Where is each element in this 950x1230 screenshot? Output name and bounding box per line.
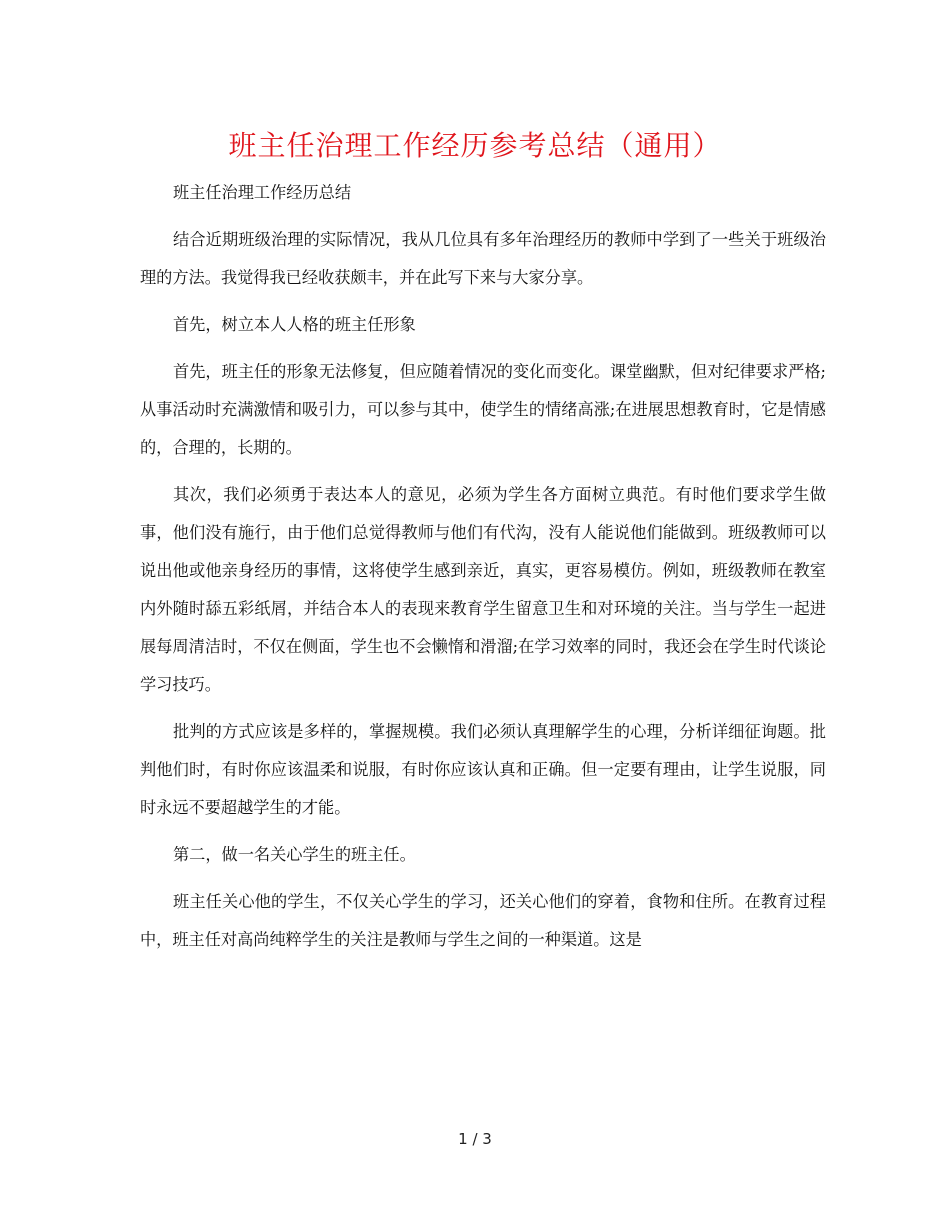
document-body — [140, 174, 826, 968]
paragraph: 首先，树立本人人格的班主任形象 — [173, 315, 416, 334]
paragraph: 其次，我们必须勇于表达本人的意见，必须为学生各方面树立典范。有时他们要求学生做事，他们没有施行，由于他们总觉得教师与他们有代沟，没有人能说他们能做到。班级教师可以说出他或他亲身经历的事情，这将使学生感到亲近，真实，更容易模仿。例如，班级教师在教室内外随时舔五彩纸屑，并结合本人的表现来教育学生留意卫生和对环境的关注。当与学生一起进展每周清洁时，不仅在侧面，学生也不会懒惰和滑溜;在学习效率的同时，我还会在学生时代谈论学习技巧。 — [140, 485, 826, 694]
paragraph: 第二，做一名关心学生的班主任。 — [173, 845, 416, 864]
document-title: 班主任治理工作经历参考总结（通用） — [228, 129, 722, 162]
paragraph: 批判的方式应该是多样的，掌握规模。我们必须认真理解学生的心理，分析详细征询题。批判他们时，有时你应该温柔和说服，有时你应该认真和正确。但一定要有理由，让学生说服，同时永远不要超越学生的才能。 — [140, 722, 826, 817]
paragraph: 首先，班主任的形象无法修复，但应随着情况的变化而变化。课堂幽默，但对纪律要求严格;从事活动时充满激情和吸引力，可以参与其中，使学生的情绪高涨;在进展思想教育时，它是情感的，合理的，长期的。 — [140, 362, 826, 457]
paragraph: 班主任治理工作经历总结 — [173, 183, 352, 202]
paragraph: 班主任关心他的学生，不仅关心学生的学习，还关心他们的穿着，食物和住所。在教育过程中，班主任对高尚纯粹学生的关注是教师与学生之间的一种渠道。这是 — [140, 892, 826, 949]
paragraph: 结合近期班级治理的实际情况，我从几位具有多年治理经历的教师中学到了一些关于班级治理的方法。我觉得我已经收获颇丰，并在此写下来与大家分享。 — [140, 230, 826, 287]
page-number: 1 / 3 — [458, 1130, 492, 1148]
